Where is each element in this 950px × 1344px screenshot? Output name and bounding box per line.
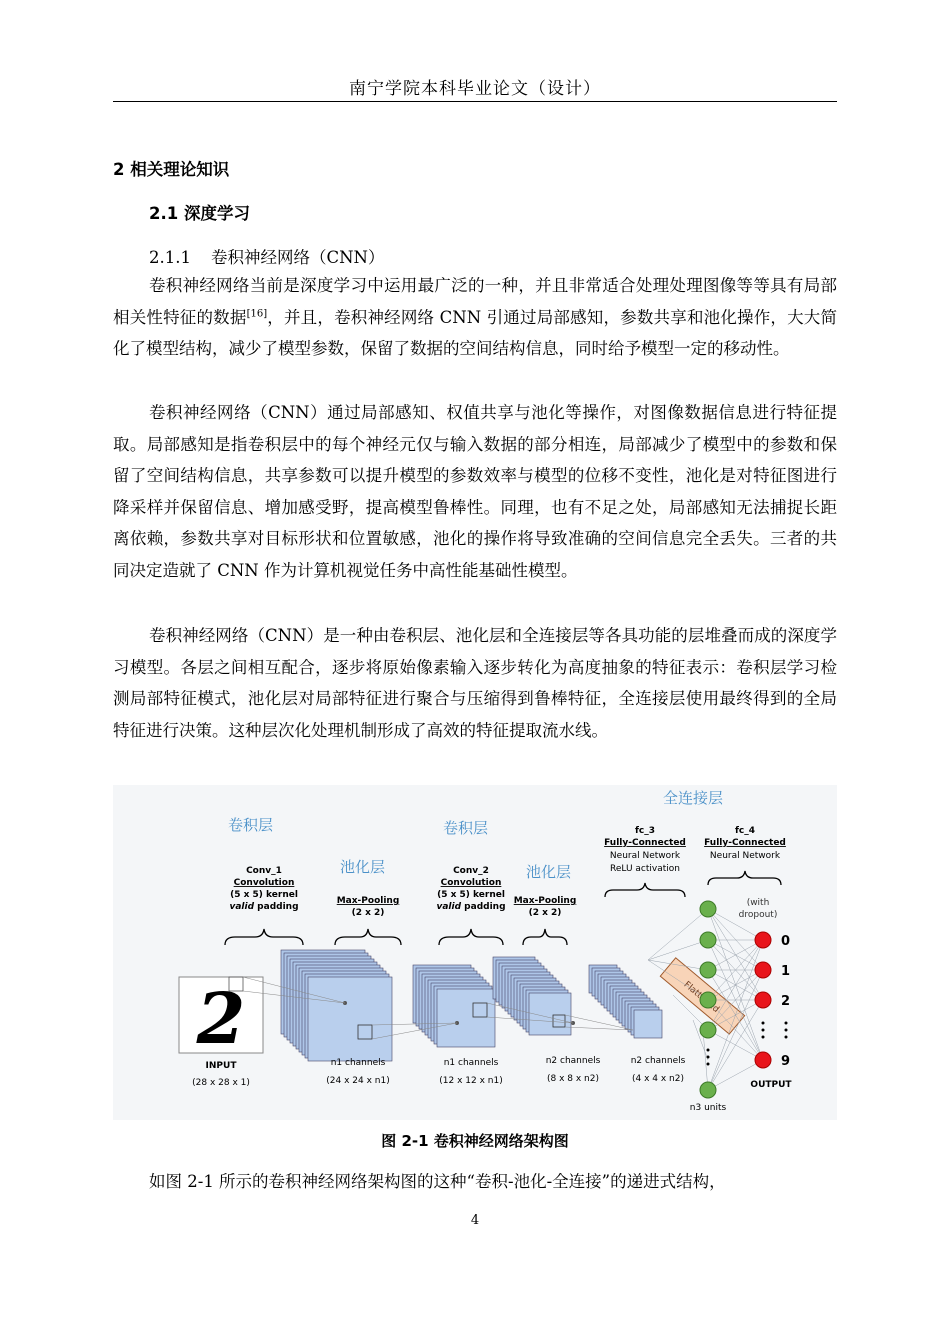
conv2-kernel: (5 x 5) kernel <box>437 890 505 900</box>
map1-label: n1 channels <box>330 1058 386 1068</box>
hidden-node <box>700 962 716 978</box>
fc4-type: Fully-Connected <box>704 838 786 848</box>
output-node <box>755 962 771 978</box>
output-node <box>755 932 771 948</box>
figure-caption: 图 2-1 卷积神经网络架构图 <box>381 1132 569 1150</box>
conv2-type: Convolution <box>440 878 502 888</box>
cnn-architecture-figure <box>113 785 837 1120</box>
conv1-padding-rest: padding <box>254 902 299 912</box>
output-label-ellipsis <box>785 1022 788 1039</box>
fc4-name: fc_4 <box>734 826 756 836</box>
conv1-type: Convolution <box>233 878 295 888</box>
subsubsection-heading <box>149 244 385 268</box>
output-ellipsis <box>762 1022 765 1039</box>
feature-map-stack-1 <box>281 950 392 1061</box>
map2-label: n1 channels <box>443 1058 499 1068</box>
hidden-node <box>700 1082 716 1098</box>
fc3-name: fc_3 <box>634 826 656 836</box>
conv1-padding-valid: valid <box>229 902 255 912</box>
fc3-line2: ReLU activation <box>610 864 680 874</box>
dropout-line1: (with <box>746 898 770 908</box>
paragraph-1 <box>113 270 837 365</box>
hidden-node <box>700 992 716 1008</box>
page-number: 4 <box>470 1213 480 1228</box>
map2-dims: (12 x 12 x n1) <box>439 1076 503 1086</box>
conv2-padding <box>436 902 505 912</box>
conv1-kernel: (5 x 5) kernel <box>230 890 298 900</box>
cnn-diagram <box>113 785 837 1120</box>
output-label-2: 2 <box>781 994 791 1009</box>
label-conv-zh-1: 卷积层 <box>228 816 274 834</box>
conv2-name: Conv_2 <box>453 866 489 876</box>
input-label: INPUT <box>205 1061 237 1071</box>
hidden-node <box>700 901 716 917</box>
header-rule <box>113 101 837 102</box>
output-label-0: 0 <box>781 934 791 949</box>
paragraph-4: 如图 2-1 所示的卷积神经网络架构图的这种“卷积-池化-全连接”的递进式结构， <box>149 1172 726 1191</box>
label-pool-zh-2: 池化层 <box>526 863 572 881</box>
paragraph-2: 卷积神经网络（CNN）通过局部感知、权值共享与池化等操作，对图像数据信息进行特征提取。局部感知是指卷积层中的每个神经元仅与输入数据的部分相连，局部减少了模型中的参数和保留了空间结构信息，共享参数可以提升模型的参数效率与模型的位移不变性，池化是对特征图进行降采样并保留信息、增加感受野，提高模型鲁棒性。同理，也有不足之处，局部感知无法捕捉长距离依赖，参数共享对目标形状和位置敏感，池化的操作将导致准确的空间信息完全丢失。三者的共同决定造就了 CNN 作为计算机视觉任务中高性能基础性模型。 <box>113 403 837 580</box>
map1-dims: (24 x 24 x n1) <box>326 1076 390 1086</box>
label-pool-zh-1: 池化层 <box>340 858 386 876</box>
pool1-type: Max-Pooling <box>336 896 400 906</box>
map4-dims: (4 x 4 x n2) <box>631 1074 685 1084</box>
section-heading: 2 相关理论知识 <box>113 160 230 179</box>
paragraph-1-text-b: ，并且，卷积神经网络 CNN 引通过局部感知，参数共享和池化操作，大大简化了模型结构，减少了模型参数，保留了数据的空间结构信息，同时给予模型一定的移动性。 <box>113 307 837 359</box>
conv2-padding-valid: valid <box>436 902 462 912</box>
paragraph-3: 卷积神经网络（CNN）是一种由卷积层、池化层和全连接层等各具功能的层堆叠而成的深度学习模型。各层之间相互配合，逐步将原始像素输入逐步转化为高度抽象的特征表示：卷积层学习检测局部特征模式，池化层对局部特征进行聚合与压缩得到鲁棒特征，全连接层使用最终得到的全局特征进行决策。这种层次化处理机制形成了高效的特征提取流水线。 <box>113 626 837 740</box>
running-header: 南宁学院本科毕业论文（设计） <box>349 79 601 99</box>
pool2-size: (2 x 2) <box>528 908 562 918</box>
paragraph-1-text-a: 卷积神经网络当前是深度学习中运用最广泛的一种，并且非常适合处理处理图像等等具有局部相关性特征的数据 <box>113 276 837 327</box>
pool1-size: (2 x 2) <box>351 908 385 918</box>
n3-units-label: n3 units <box>689 1103 727 1113</box>
subsubsection-title: 卷积神经网络（CNN） <box>211 248 385 267</box>
hidden-node <box>700 932 716 948</box>
citation: [16] <box>246 308 268 320</box>
pool2-type: Max-Pooling <box>513 896 577 906</box>
label-fc-zh: 全连接层 <box>663 789 724 807</box>
output-node <box>755 992 771 1008</box>
label-conv-zh-2: 卷积层 <box>443 819 489 837</box>
hidden-ellipsis <box>707 1049 710 1066</box>
output-label: OUTPUT <box>750 1080 792 1090</box>
conv1-name: Conv_1 <box>246 866 282 876</box>
map3-dims: (8 x 8 x n2) <box>546 1074 600 1084</box>
input-dims: (28 x 28 x 1) <box>192 1078 250 1088</box>
output-node <box>755 1052 771 1068</box>
map4-label: n2 channels <box>630 1056 686 1066</box>
fc3-type: Fully-Connected <box>604 838 686 848</box>
output-label-1: 1 <box>781 964 791 979</box>
subsection-heading: 2.1 深度学习 <box>149 204 250 223</box>
subsubsection-number: 2.1.1 <box>149 248 191 267</box>
hidden-node <box>700 1022 716 1038</box>
dropout-line2: dropout) <box>738 910 778 920</box>
conv1-padding <box>229 902 298 912</box>
output-label-9: 9 <box>781 1054 791 1069</box>
map3-label: n2 channels <box>545 1056 601 1066</box>
input-digit: 2 <box>196 977 246 1060</box>
feature-map-stack-2 <box>413 965 495 1047</box>
conv2-padding-rest: padding <box>461 902 506 912</box>
fc4-line1: Neural Network <box>709 851 781 861</box>
fc3-line1: Neural Network <box>609 851 681 861</box>
